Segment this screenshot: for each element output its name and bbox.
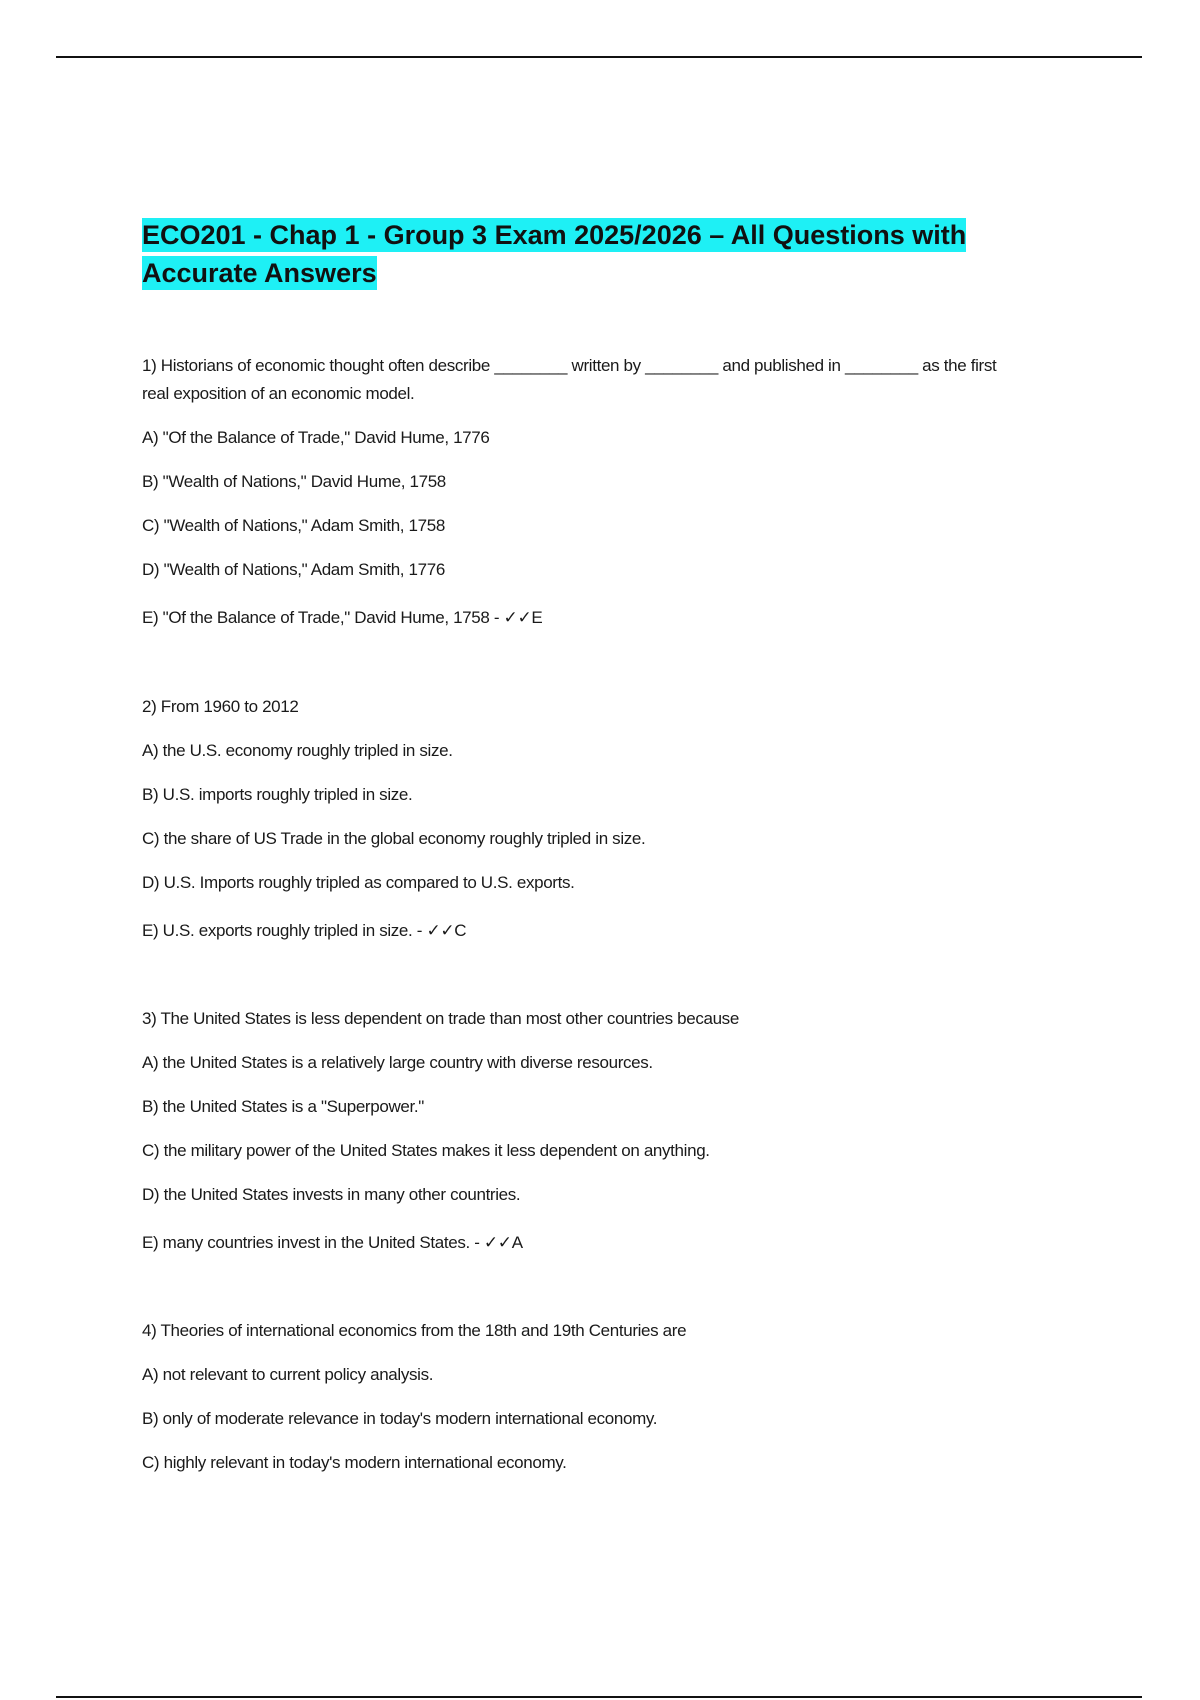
option-e-with-answer: E) U.S. exports roughly tripled in size. - ✓✓C xyxy=(142,921,467,940)
option-a: A) the U.S. economy roughly tripled in size. xyxy=(142,741,453,760)
footer-rule xyxy=(56,1696,1142,1698)
question-2 xyxy=(142,685,1022,953)
option-d: D) U.S. Imports roughly tripled as compared to U.S. exports. xyxy=(142,873,575,892)
question-stem: 2) From 1960 to 2012 xyxy=(142,697,299,716)
option-a: A) the United States is a relatively large country with diverse resources. xyxy=(142,1053,653,1072)
option-e-with-answer: E) many countries invest in the United States. - ✓✓A xyxy=(142,1233,523,1252)
question-4 xyxy=(142,1309,1022,1485)
question-3 xyxy=(142,997,1022,1265)
option-a: A) not relevant to current policy analysis. xyxy=(142,1365,434,1384)
option-b: B) the United States is a "Superpower." xyxy=(142,1097,424,1116)
option-c: C) the share of US Trade in the global economy roughly tripled in size. xyxy=(142,829,646,848)
option-e-with-answer: E) "Of the Balance of Trade," David Hume, 1758 - ✓✓E xyxy=(142,608,543,627)
option-c: C) highly relevant in today's modern international economy. xyxy=(142,1453,567,1472)
option-b: B) only of moderate relevance in today's modern international economy. xyxy=(142,1409,658,1428)
option-d: D) the United States invests in many other countries. xyxy=(142,1185,521,1204)
header-rule xyxy=(56,56,1142,58)
question-stem: 3) The United States is less dependent on trade than most other countries because xyxy=(142,1009,739,1028)
option-a: A) "Of the Balance of Trade," David Hume, 1776 xyxy=(142,428,490,447)
option-b: B) "Wealth of Nations," David Hume, 1758 xyxy=(142,472,446,491)
option-c: C) the military power of the United States makes it less dependent on anything. xyxy=(142,1141,710,1160)
option-b: B) U.S. imports roughly tripled in size. xyxy=(142,785,413,804)
question-stem: 4) Theories of international economics from the 18th and 19th Centuries are xyxy=(142,1321,687,1340)
question-1 xyxy=(142,344,1022,640)
option-d: D) "Wealth of Nations," Adam Smith, 1776 xyxy=(142,560,445,579)
title-highlight: ECO201 - Chap 1 - Group 3 Exam 2025/2026 – All Questions with Accurate Answers xyxy=(142,220,967,288)
document-title xyxy=(142,216,1062,292)
option-c: C) "Wealth of Nations," Adam Smith, 1758 xyxy=(142,516,445,535)
question-stem: 1) Historians of economic thought often describe ________ written by ________ and published in ________ as the first real exposition of an economic model. xyxy=(142,356,997,403)
